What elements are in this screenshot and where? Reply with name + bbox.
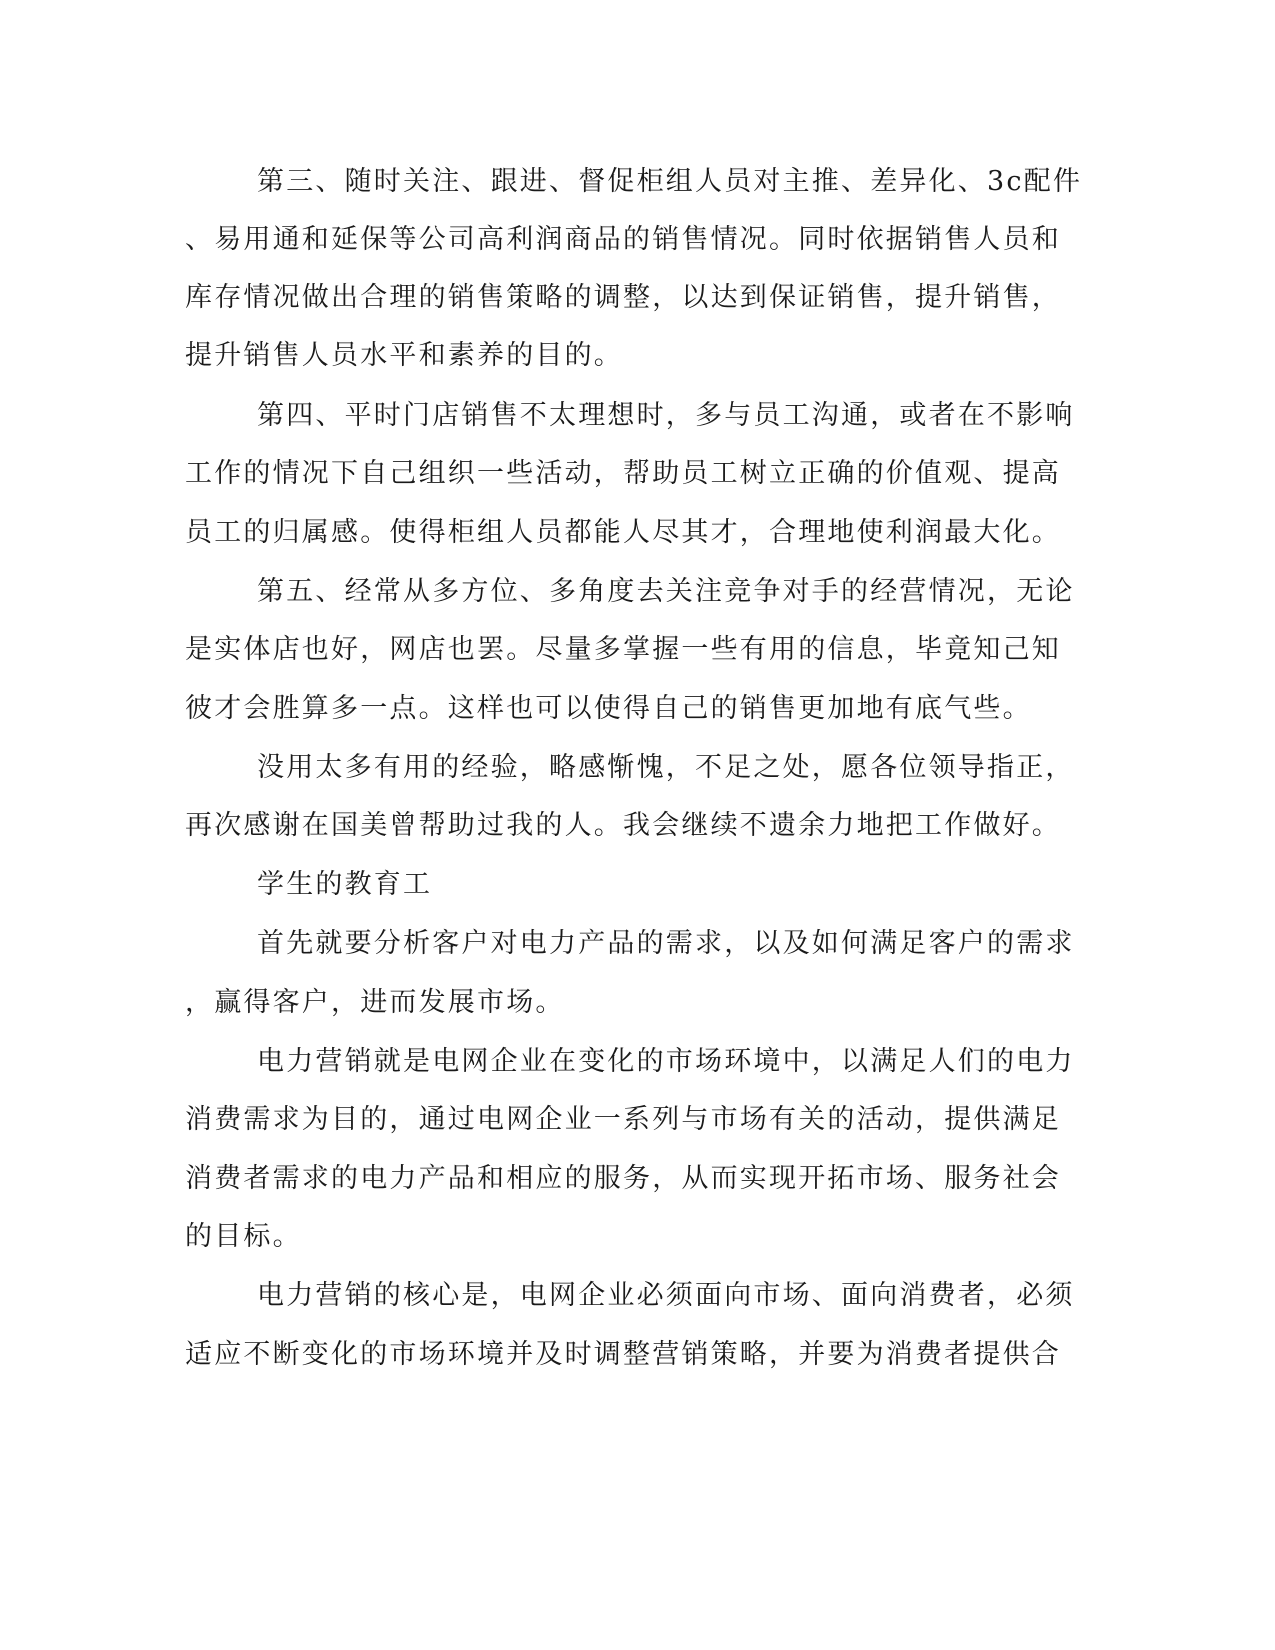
text-line: 学生的教育工 xyxy=(257,869,433,900)
text-line: 消费者需求的电力产品和相应的服务，从而实现开拓市场、服务社会 xyxy=(185,1163,1061,1194)
text-line: 没用太多有用的经验，略感惭愧，不足之处，愿各位领导指正， xyxy=(257,752,1075,783)
text-line: 第四、平时门店销售不太理想时，多与员工沟通，或者在不影响 xyxy=(257,400,1075,431)
text-line: 库存情况做出合理的销售策略的调整，以达到保证销售，提升销售， xyxy=(185,282,1061,313)
text-line: 电力营销就是电网企业在变化的市场环境中，以满足人们的电力 xyxy=(257,1046,1075,1077)
text-line: 再次感谢在国美曾帮助过我的人。我会继续不遗余力地把工作做好。 xyxy=(185,810,1061,841)
text-line: 员工的归属感。使得柜组人员都能人尽其才，合理地使利润最大化。 xyxy=(185,517,1061,548)
text-line: 第五、经常从多方位、多角度去关注竞争对手的经营情况，无论 xyxy=(257,576,1075,607)
text-line: 彼才会胜算多一点。这样也可以使得自己的销售更加地有底气些。 xyxy=(185,693,1032,724)
text-line: 电力营销的核心是，电网企业必须面向市场、面向消费者，必须 xyxy=(257,1280,1075,1311)
text-line: 消费需求为目的，通过电网企业一系列与市场有关的活动，提供满足 xyxy=(185,1104,1061,1135)
text-line: 首先就要分析客户对电力产品的需求，以及如何满足客户的需求 xyxy=(257,928,1075,959)
text-line: 第三、随时关注、跟进、督促柜组人员对主推、差异化、3c配件 xyxy=(257,166,1083,197)
text-line: 工作的情况下自己组织一些活动，帮助员工树立正确的价值观、提高 xyxy=(185,458,1061,489)
text-line: 是实体店也好，网店也罢。尽量多掌握一些有用的信息，毕竟知己知 xyxy=(185,634,1061,665)
text-line: ，赢得客户，进而发展市场。 xyxy=(185,987,565,1018)
text-line: 提升销售人员水平和素养的目的。 xyxy=(185,340,623,371)
text-line: 的目标。 xyxy=(185,1221,302,1252)
text-line: 、易用通和延保等公司高利润商品的销售情况。同时依据销售人员和 xyxy=(185,224,1061,255)
text-line: 适应不断变化的市场环境并及时调整营销策略，并要为消费者提供合 xyxy=(185,1339,1061,1370)
